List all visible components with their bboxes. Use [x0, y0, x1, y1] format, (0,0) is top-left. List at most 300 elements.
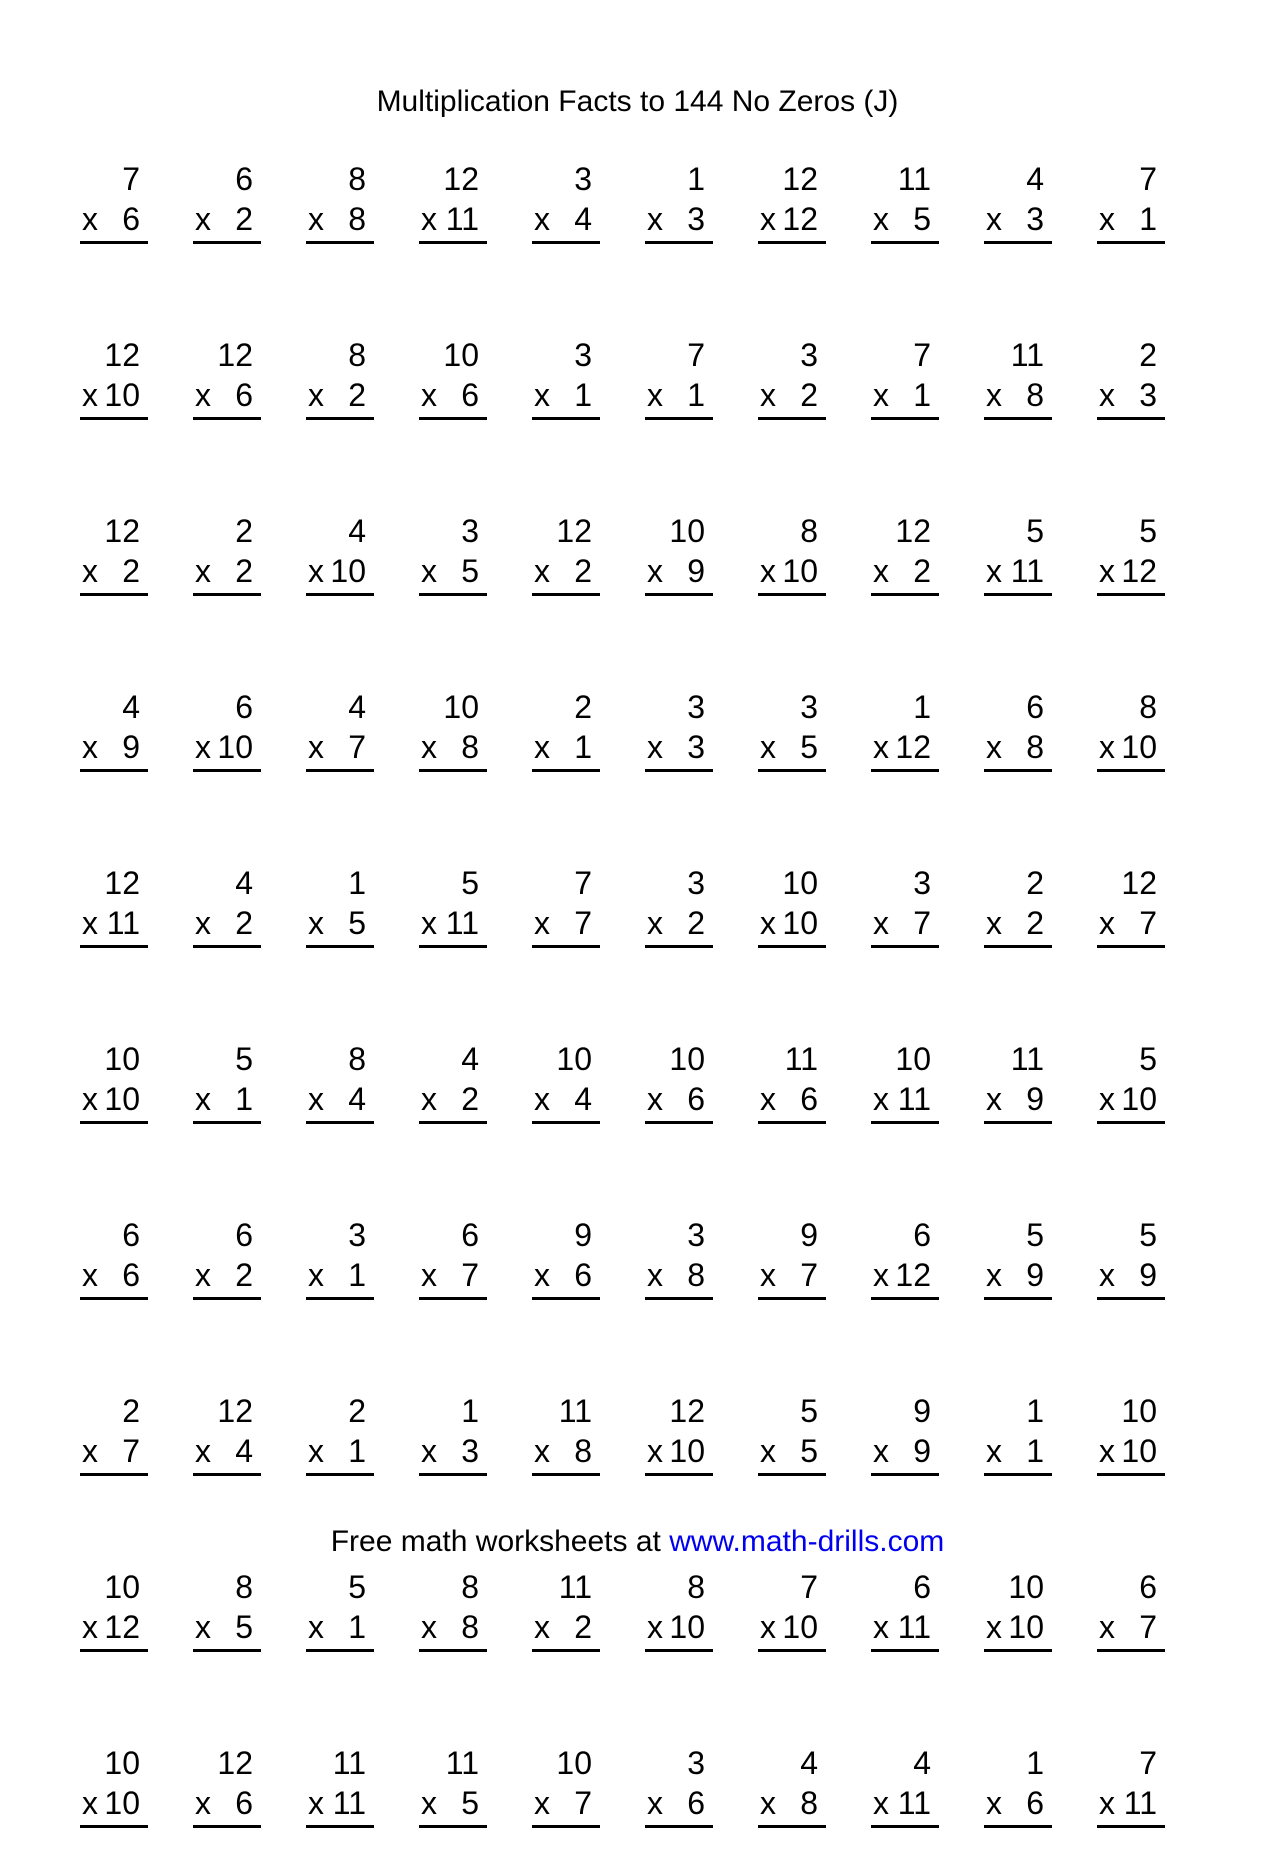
multiply-operator: x [986, 729, 1002, 765]
multiplier-row [80, 202, 148, 244]
answer-space[interactable] [419, 1124, 487, 1164]
answer-space[interactable] [758, 1300, 826, 1340]
multiply-operator: x [1099, 1433, 1115, 1469]
multiplier: 2 [235, 553, 253, 589]
answer-space[interactable] [193, 1476, 261, 1516]
answer-space[interactable] [758, 1476, 826, 1516]
multiplier-row [306, 1434, 374, 1476]
multiplier-row [532, 906, 600, 948]
multiplicand: 3 [574, 337, 592, 373]
multiplication-problem [645, 690, 713, 812]
multiplicand: 6 [122, 1217, 140, 1253]
multiplication-problem [1097, 338, 1165, 460]
answer-space[interactable] [80, 244, 148, 284]
multiplier-row [984, 1258, 1052, 1300]
answer-space[interactable] [80, 1652, 148, 1692]
answer-space[interactable] [306, 1652, 374, 1692]
multiply-operator: x [82, 201, 98, 237]
multiplicand: 10 [895, 1041, 931, 1077]
multiplication-problem [1097, 866, 1165, 988]
multiply-operator: x [82, 905, 98, 941]
multiply-operator: x [421, 1433, 437, 1469]
answer-space[interactable] [306, 1300, 374, 1340]
answer-space[interactable] [645, 596, 713, 636]
answer-space[interactable] [758, 244, 826, 284]
multiply-operator: x [195, 201, 211, 237]
multiplicand: 2 [348, 1393, 366, 1429]
answer-space[interactable] [871, 596, 939, 636]
answer-space[interactable] [306, 596, 374, 636]
answer-space[interactable] [532, 596, 600, 636]
multiply-operator: x [647, 553, 663, 589]
multiplicand: 5 [1026, 1217, 1044, 1253]
answer-space[interactable] [193, 1300, 261, 1340]
multiplication-problem [871, 338, 939, 460]
multiply-operator: x [1099, 553, 1115, 589]
multiply-operator: x [195, 377, 211, 413]
multiplier: 7 [574, 1785, 592, 1821]
multiplicand: 7 [122, 161, 140, 197]
multiply-operator: x [534, 201, 550, 237]
multiplication-problem [758, 514, 826, 636]
answer-space[interactable] [871, 1300, 939, 1340]
multiplicand: 4 [800, 1745, 818, 1781]
answer-space[interactable] [758, 1828, 826, 1868]
multiply-operator: x [873, 377, 889, 413]
multiply-operator: x [195, 1433, 211, 1469]
multiplier: 10 [1121, 729, 1157, 765]
answer-space[interactable] [419, 1476, 487, 1516]
multiplication-problem [532, 866, 600, 988]
answer-space[interactable] [193, 244, 261, 284]
multiply-operator: x [534, 1433, 550, 1469]
answer-space[interactable] [306, 1476, 374, 1516]
multiplier: 6 [574, 1257, 592, 1293]
multiplication-problem [532, 514, 600, 636]
multiplication-problem [193, 338, 261, 460]
multiplier: 9 [1026, 1257, 1044, 1293]
multiply-operator: x [308, 553, 324, 589]
multiplier: 6 [687, 1785, 705, 1821]
multiplier: 10 [782, 553, 818, 589]
multiplier: 2 [574, 553, 592, 589]
multiplier-row [306, 1258, 374, 1300]
multiplier-row [758, 378, 826, 420]
multiplicand: 8 [348, 161, 366, 197]
multiplication-problem [645, 1042, 713, 1164]
answer-space[interactable] [532, 1300, 600, 1340]
answer-space[interactable] [645, 948, 713, 988]
answer-space[interactable] [532, 772, 600, 812]
multiplication-problem [193, 162, 261, 284]
worksheet-title: Multiplication Facts to 144 No Zeros (J) [376, 85, 899, 118]
multiplicand: 11 [784, 1041, 818, 1077]
answer-space[interactable] [871, 948, 939, 988]
multiplicand: 2 [235, 513, 253, 549]
multiplier-row [419, 1258, 487, 1300]
answer-space[interactable] [80, 1476, 148, 1516]
answer-space[interactable] [193, 596, 261, 636]
answer-space[interactable] [306, 1124, 374, 1164]
answer-space[interactable] [1097, 420, 1165, 460]
multiplicand: 6 [1026, 689, 1044, 725]
answer-space[interactable] [871, 244, 939, 284]
answer-space[interactable] [419, 420, 487, 460]
multiplicand: 10 [556, 1745, 592, 1781]
multiplicand: 6 [235, 1217, 253, 1253]
multiplier: 4 [235, 1433, 253, 1469]
answer-space[interactable] [984, 244, 1052, 284]
multiplier-row [193, 378, 261, 420]
multiplier: 8 [1026, 729, 1044, 765]
multiplier: 1 [1026, 1433, 1044, 1469]
multiply-operator: x [195, 1081, 211, 1117]
multiplication-problem [306, 514, 374, 636]
answer-space[interactable] [193, 948, 261, 988]
multiplication-problem [532, 162, 600, 284]
multiplicand: 4 [348, 689, 366, 725]
answer-space[interactable] [758, 1652, 826, 1692]
multiply-operator: x [986, 553, 1002, 589]
multiplication-problem [80, 1394, 148, 1516]
multiplication-problem [871, 162, 939, 284]
multiplier: 3 [1026, 201, 1044, 237]
multiplier-row [645, 1786, 713, 1828]
multiplier: 2 [800, 377, 818, 413]
multiplicand: 4 [348, 513, 366, 549]
multiply-operator: x [1099, 1609, 1115, 1645]
answer-space[interactable] [645, 1300, 713, 1340]
answer-space[interactable] [871, 1652, 939, 1692]
multiplier: 4 [348, 1081, 366, 1117]
multiplier: 6 [1026, 1785, 1044, 1821]
multiplication-problem [80, 1570, 148, 1692]
multiplier-row [645, 1258, 713, 1300]
answer-space[interactable] [1097, 1300, 1165, 1340]
multiplicand: 9 [913, 1393, 931, 1429]
multiplier-row [984, 1082, 1052, 1124]
answer-space[interactable] [80, 420, 148, 460]
multiplication-problem [984, 514, 1052, 636]
multiplier: 10 [104, 1081, 140, 1117]
multiplicand: 7 [1139, 161, 1157, 197]
multiplier: 1 [574, 729, 592, 765]
multiplication-problem [80, 1218, 148, 1340]
multiply-operator: x [421, 201, 437, 237]
multiplication-problem [871, 1218, 939, 1340]
multiplier: 4 [574, 1081, 592, 1117]
multiplier: 6 [461, 377, 479, 413]
multiplier: 2 [235, 905, 253, 941]
multiply-operator: x [873, 729, 889, 765]
multiplier: 12 [1121, 553, 1157, 589]
multiplier: 8 [800, 1785, 818, 1821]
multiplier-row [984, 378, 1052, 420]
answer-space[interactable] [306, 244, 374, 284]
answer-space[interactable] [419, 244, 487, 284]
multiplicand: 6 [235, 161, 253, 197]
multiplicand: 12 [217, 1393, 253, 1429]
answer-space[interactable] [1097, 1124, 1165, 1164]
multiplicand: 12 [217, 1745, 253, 1781]
answer-space[interactable] [306, 1828, 374, 1868]
multiplication-problem [1097, 1394, 1165, 1516]
multiplication-problem [984, 866, 1052, 988]
multiplication-problem [306, 1746, 374, 1868]
multiply-operator: x [647, 1609, 663, 1645]
answer-space[interactable] [532, 244, 600, 284]
multiplier-row [645, 906, 713, 948]
answer-space[interactable] [419, 596, 487, 636]
multiplicand: 5 [348, 1569, 366, 1605]
multiplier: 11 [897, 1785, 931, 1821]
multiplier-row [871, 906, 939, 948]
answer-space[interactable] [419, 1300, 487, 1340]
multiplier-row [80, 1610, 148, 1652]
multiply-operator: x [760, 1785, 776, 1821]
multiplication-problem [193, 1746, 261, 1868]
multiplier-row [306, 730, 374, 772]
multiplicand: 3 [913, 865, 931, 901]
answer-space[interactable] [306, 420, 374, 460]
multiplication-problem [193, 1042, 261, 1164]
answer-space[interactable] [1097, 948, 1165, 988]
multiplicand: 11 [897, 161, 931, 197]
multiplicand: 12 [104, 337, 140, 373]
answer-space[interactable] [419, 948, 487, 988]
multiplier: 11 [332, 1785, 366, 1821]
answer-space[interactable] [984, 1652, 1052, 1692]
multiply-operator: x [986, 1609, 1002, 1645]
multiply-operator: x [873, 1785, 889, 1821]
multiply-operator: x [534, 553, 550, 589]
answer-space[interactable] [645, 1476, 713, 1516]
multiply-operator: x [873, 553, 889, 589]
answer-space[interactable] [193, 1828, 261, 1868]
multiplicand: 10 [104, 1041, 140, 1077]
answer-space[interactable] [984, 1828, 1052, 1868]
multiplier-row [419, 730, 487, 772]
multiplication-problem [1097, 1218, 1165, 1340]
multiplication-problem [1097, 514, 1165, 636]
multiplication-problem [758, 1746, 826, 1868]
multiplicand: 10 [669, 513, 705, 549]
multiplicand: 4 [461, 1041, 479, 1077]
multiplier-row [532, 1786, 600, 1828]
answer-space[interactable] [1097, 244, 1165, 284]
answer-space[interactable] [80, 948, 148, 988]
multiplier-row [306, 554, 374, 596]
multiply-operator: x [82, 1785, 98, 1821]
multiplicand: 9 [800, 1217, 818, 1253]
problems-grid [80, 162, 1165, 1868]
answer-space[interactable] [871, 1476, 939, 1516]
multiply-operator: x [986, 905, 1002, 941]
multiplicand: 3 [800, 337, 818, 373]
answer-space[interactable] [871, 420, 939, 460]
answer-space[interactable] [80, 1124, 148, 1164]
answer-space[interactable] [984, 772, 1052, 812]
multiplier: 11 [106, 905, 140, 941]
multiplier-row [645, 1610, 713, 1652]
multiplicand: 11 [445, 1745, 479, 1781]
answer-space[interactable] [758, 420, 826, 460]
answer-space[interactable] [758, 948, 826, 988]
multiplication-problem [306, 690, 374, 812]
multiplication-problem [758, 162, 826, 284]
multiply-operator: x [421, 1081, 437, 1117]
answer-space[interactable] [419, 1652, 487, 1692]
multiplication-problem [1097, 162, 1165, 284]
multiplication-problem [758, 338, 826, 460]
answer-space[interactable] [532, 1828, 600, 1868]
multiplier-row [419, 1082, 487, 1124]
multiplicand: 8 [235, 1569, 253, 1605]
multiplier-row [80, 1082, 148, 1124]
multiplication-problem [419, 162, 487, 284]
answer-space[interactable] [645, 1828, 713, 1868]
answer-space[interactable] [193, 420, 261, 460]
answer-space[interactable] [532, 1652, 600, 1692]
multiplier-row [1097, 906, 1165, 948]
multiplier: 8 [348, 201, 366, 237]
multiplier-row [193, 554, 261, 596]
answer-space[interactable] [758, 596, 826, 636]
answer-space[interactable] [419, 1828, 487, 1868]
multiplier: 5 [913, 201, 931, 237]
multiplier-row [758, 1258, 826, 1300]
answer-space[interactable] [193, 1124, 261, 1164]
answer-space[interactable] [532, 948, 600, 988]
multiplier-row [419, 554, 487, 596]
multiplier-row [80, 1258, 148, 1300]
answer-space[interactable] [984, 596, 1052, 636]
answer-space[interactable] [1097, 772, 1165, 812]
answer-space[interactable] [984, 948, 1052, 988]
answer-space[interactable] [1097, 596, 1165, 636]
multiplier: 1 [348, 1609, 366, 1645]
answer-space[interactable] [80, 1828, 148, 1868]
answer-space[interactable] [1097, 1828, 1165, 1868]
multiplication-problem [193, 514, 261, 636]
multiplier: 7 [574, 905, 592, 941]
multiplier: 9 [1026, 1081, 1044, 1117]
multiplication-problem [306, 338, 374, 460]
multiply-operator: x [421, 553, 437, 589]
multiply-operator: x [647, 201, 663, 237]
answer-space[interactable] [758, 772, 826, 812]
multiplication-problem [193, 866, 261, 988]
multiplication-problem [306, 1218, 374, 1340]
multiply-operator: x [421, 729, 437, 765]
multiplier: 5 [800, 1433, 818, 1469]
multiply-operator: x [986, 1785, 1002, 1821]
multiplication-problem [984, 1746, 1052, 1868]
answer-space[interactable] [193, 772, 261, 812]
multiplication-problem [1097, 690, 1165, 812]
multiplication-problem [193, 1218, 261, 1340]
multiplicand: 8 [1139, 689, 1157, 725]
answer-space[interactable] [984, 1124, 1052, 1164]
multiplier: 1 [235, 1081, 253, 1117]
multiplicand: 3 [687, 1745, 705, 1781]
answer-space[interactable] [532, 1476, 600, 1516]
answer-space[interactable] [80, 596, 148, 636]
answer-space[interactable] [80, 1300, 148, 1340]
answer-space[interactable] [645, 420, 713, 460]
answer-space[interactable] [984, 1476, 1052, 1516]
answer-space[interactable] [984, 1300, 1052, 1340]
multiplicand: 1 [1026, 1393, 1044, 1429]
multiplier: 5 [235, 1609, 253, 1645]
multiplication-problem [419, 1218, 487, 1340]
multiplier: 2 [687, 905, 705, 941]
answer-space[interactable] [306, 948, 374, 988]
multiplier: 1 [913, 377, 931, 413]
multiplier: 2 [574, 1609, 592, 1645]
multiplication-problem [306, 1570, 374, 1692]
answer-space[interactable] [1097, 1476, 1165, 1516]
answer-space[interactable] [532, 1124, 600, 1164]
multiply-operator: x [534, 1081, 550, 1117]
multiplier: 9 [913, 1433, 931, 1469]
multiplier-row [306, 378, 374, 420]
answer-space[interactable] [306, 772, 374, 812]
multiplier-row [419, 1434, 487, 1476]
multiplication-problem [419, 338, 487, 460]
answer-space[interactable] [645, 1124, 713, 1164]
multiplicand: 5 [461, 865, 479, 901]
footer [0, 1524, 1275, 1560]
answer-space[interactable] [871, 772, 939, 812]
answer-space[interactable] [645, 244, 713, 284]
multiplication-problem [419, 1746, 487, 1868]
multiplication-problem [758, 866, 826, 988]
multiplication-problem [984, 1570, 1052, 1692]
multiplicand: 2 [1026, 865, 1044, 901]
answer-space[interactable] [758, 1124, 826, 1164]
answer-space[interactable] [871, 1124, 939, 1164]
answer-space[interactable] [871, 1828, 939, 1868]
multiply-operator: x [534, 729, 550, 765]
multiplicand: 3 [687, 689, 705, 725]
answer-space[interactable] [645, 772, 713, 812]
multiplication-problem [871, 1042, 939, 1164]
math-drills-link[interactable]: www.math-drills.com [669, 1525, 945, 1558]
answer-space[interactable] [984, 420, 1052, 460]
multiplicand: 4 [235, 865, 253, 901]
multiplier: 1 [348, 1257, 366, 1293]
multiplier-row [419, 906, 487, 948]
answer-space[interactable] [419, 772, 487, 812]
answer-space[interactable] [532, 420, 600, 460]
multiplication-problem [645, 1746, 713, 1868]
multiplicand: 4 [122, 689, 140, 725]
multiplication-problem [532, 338, 600, 460]
multiply-operator: x [1099, 377, 1115, 413]
multiplicand: 5 [1139, 513, 1157, 549]
multiply-operator: x [647, 1785, 663, 1821]
answer-space[interactable] [645, 1652, 713, 1692]
multiplicand: 6 [913, 1217, 931, 1253]
answer-space[interactable] [1097, 1652, 1165, 1692]
multiplication-problem [80, 514, 148, 636]
multiplier-row [80, 730, 148, 772]
answer-space[interactable] [193, 1652, 261, 1692]
multiplicand: 10 [782, 865, 818, 901]
multiply-operator: x [760, 1609, 776, 1645]
answer-space[interactable] [80, 772, 148, 812]
